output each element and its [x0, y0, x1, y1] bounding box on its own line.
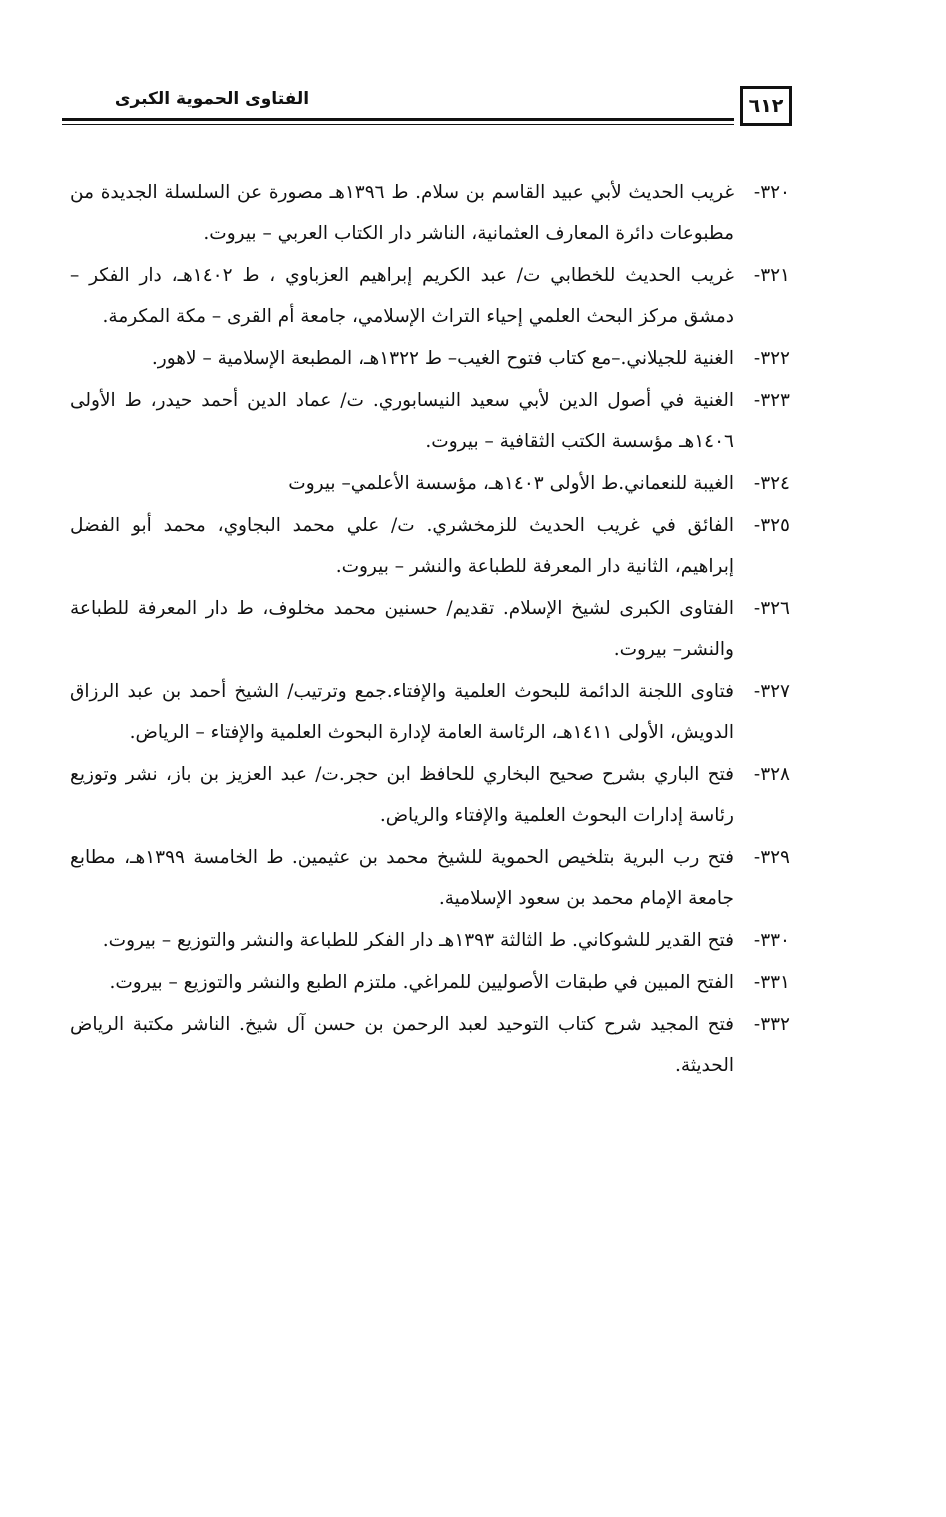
entry-number: ٣٢١- [753, 265, 790, 286]
entry-text: الغنية في أصول الدين لأبي سعيد النيسابوري. ت/ عماد الدين أحمد حيدر، ط الأولى ١٤٠٦هـ مؤسسة الكتب الثقافية – بيروت. [70, 390, 734, 452]
entry-text: غريب الحديث لأبي عبيد القاسم بن سلام. ط ١٣٩٦هـ مصورة عن السلسلة الجديدة من مطبوعات دائرة المعارف العثمانية، الناشر دار الكتاب العربي – بيروت. [70, 182, 735, 244]
entry-number: ٣٢٦- [753, 598, 790, 619]
header-rule-thin [62, 124, 734, 125]
running-title: الفتاوى الحموية الكبرى [114, 89, 310, 109]
bibliography-entry [70, 671, 790, 753]
entry-text: فتح الباري بشرح صحيح البخاري للحافظ ابن حجر.ت/ عبد العزيز بن باز، نشر وتوزيع رئاسة إدارات البحوث العلمية والإفتاء والرياض. [70, 764, 734, 826]
entry-number: ٣٢٢- [753, 348, 790, 369]
entry-text: فتح رب البرية بتلخيص الحموية للشيخ محمد بن عثيمين. ط الخامسة ١٣٩٩هـ، مطابع جامعة الإمام محمد بن سعود الإسلامية. [70, 847, 734, 909]
bibliography-entry [70, 172, 790, 254]
bibliography-entry [70, 754, 790, 836]
entry-text: فتح القدير للشوكاني. ط الثالثة ١٣٩٣هـ دار الفكر للطباعة والنشر والتوزيع – بيروت. [102, 930, 734, 951]
header-rule-thick [62, 118, 734, 121]
entry-text: فتح المجيد شرح كتاب التوحيد لعبد الرحمن بن حسن آل شيخ. الناشر مكتبة الرياض الحديثة. [70, 1014, 734, 1076]
entry-number: ٣٣١- [753, 972, 790, 993]
bibliography-entry [70, 1004, 790, 1086]
bibliography-entry [70, 505, 790, 587]
entry-text: الفتاوى الكبرى لشيخ الإسلام. تقديم/ حسنين محمد مخلوف، ط دار المعرفة للطباعة والنشر– بيروت. [70, 598, 734, 660]
entry-number: ٣٢٣- [753, 390, 790, 411]
bibliography-entry [70, 463, 790, 504]
entry-text: الفتح المبين في طبقات الأصوليين للمراغي. ملتزم الطبع والنشر والتوزيع – بيروت. [109, 972, 734, 993]
page-number: ٦١٢ [740, 86, 792, 126]
entry-number: ٣٢٨- [753, 764, 790, 785]
bibliography-entry [70, 380, 790, 462]
bibliography-entry [70, 962, 790, 1003]
entry-number: ٣٣٠- [753, 930, 790, 951]
entry-text: فتاوى اللجنة الدائمة للبحوث العلمية والإفتاء.جمع وترتيب/ الشيخ أحمد بن عبد الرزاق الدويش، الأولى ١٤١١هـ، الرئاسة العامة لإدارة البحوث العلمية والإفتاء – الرياض. [70, 681, 734, 743]
bibliography-entry [70, 588, 790, 670]
entry-text: الغنية للجيلاني.–مع كتاب فتوح الغيب– ط ١٣٢٢هـ، المطبعة الإسلامية – لاهور. [151, 348, 734, 369]
entry-number: ٣٢٠- [753, 182, 790, 203]
entry-text: الفائق في غريب الحديث للزمخشري. ت/ علي محمد البجاوي، محمد أبو الفضل إبراهيم، الثانية دار المعرفة للطباعة والنشر – بيروت. [70, 515, 734, 577]
bibliography-entry [70, 255, 790, 337]
bibliography-list [70, 172, 790, 1087]
entry-number: ٣٣٢- [753, 1014, 790, 1035]
entry-number: ٣٢٧- [753, 681, 790, 702]
bibliography-entry [70, 920, 790, 961]
entry-text: غريب الحديث للخطابي ت/ عبد الكريم إبراهيم العزباوي ، ط ١٤٠٢هـ، دار الفكر – دمشق مركز البحث العلمي إحياء التراث الإسلامي، جامعة أم القرى – مكة المكرمة. [70, 265, 734, 327]
entry-number: ٣٢٥- [753, 515, 790, 536]
bibliography-entry [70, 837, 790, 919]
entry-number: ٣٢٩- [753, 847, 790, 868]
entry-number: ٣٢٤- [753, 473, 790, 494]
entry-text: الغيبة للنعماني.ط الأولى ١٤٠٣هـ، مؤسسة الأعلمي– بيروت [288, 473, 734, 494]
bibliography-entry [70, 338, 790, 379]
page-header [62, 84, 792, 134]
